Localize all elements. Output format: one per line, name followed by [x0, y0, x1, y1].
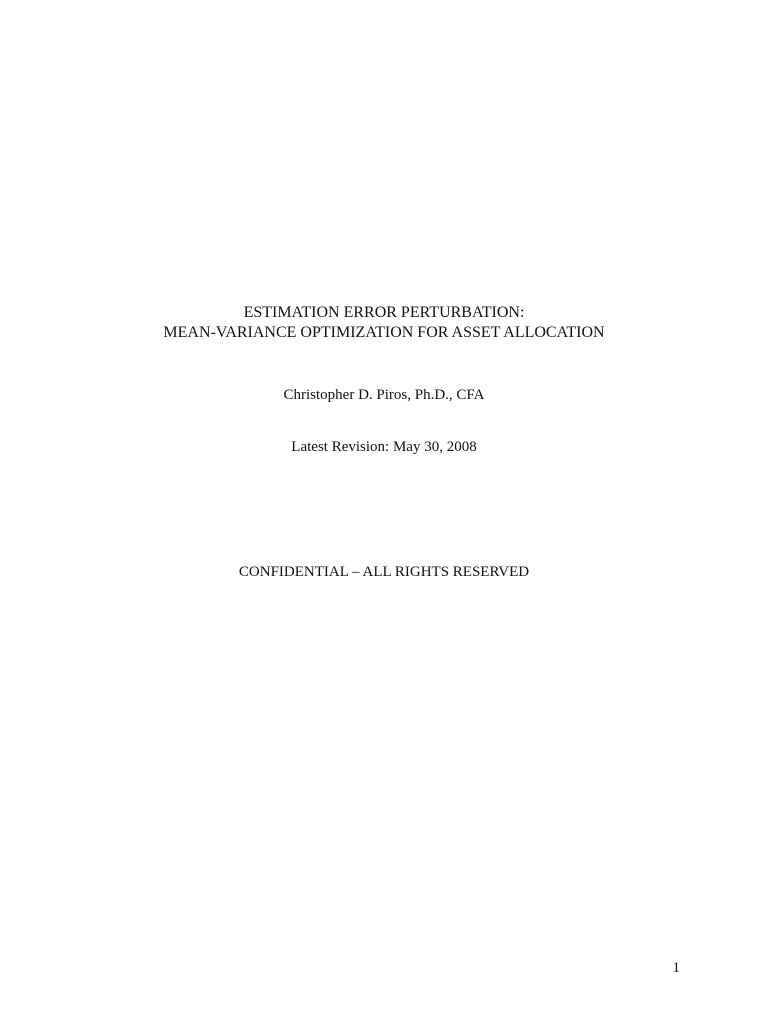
title-line-1: ESTIMATION ERROR PERTURBATION:	[243, 304, 525, 321]
revision-date: Latest Revision: May 30, 2008	[291, 439, 477, 455]
author-line: Christopher D. Piros, Ph.D., CFA	[283, 387, 485, 403]
page-number: 1	[672, 960, 680, 976]
title-line-2: MEAN-VARIANCE OPTIMIZATION FOR ASSET ALLOCATION	[163, 324, 605, 341]
confidential-notice: CONFIDENTIAL – ALL RIGHTS RESERVED	[238, 564, 530, 580]
